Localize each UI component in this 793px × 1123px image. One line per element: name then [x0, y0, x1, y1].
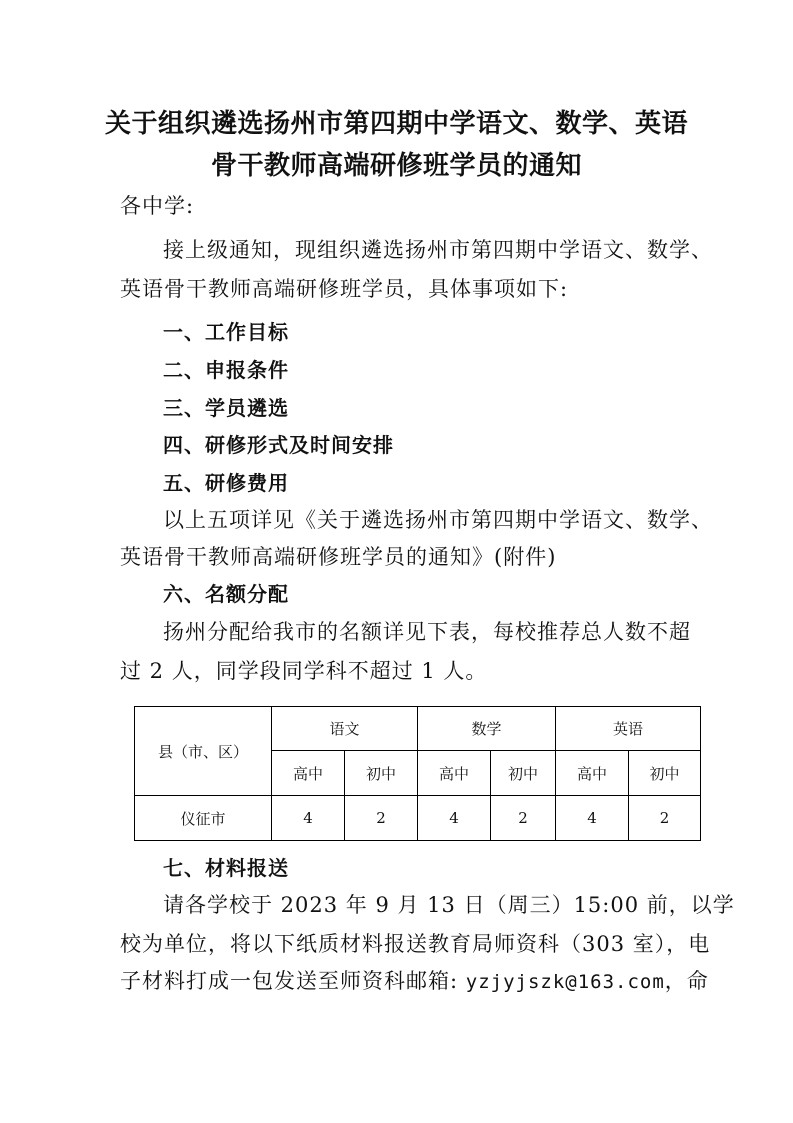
document-title-line-2: 骨干教师高端研修班学员的通知 [210, 151, 582, 181]
level-header-cell: 初中 [491, 751, 556, 796]
intro-line-1: 接上级通知，现组织遴选扬州市第四期中学语文、数学、 [163, 238, 713, 262]
subject-header-english: 英语 [556, 707, 701, 751]
quota-text-line-2: 过 2 人，同学段同学科不超过 1 人。 [120, 659, 488, 683]
level-header-cell: 高中 [272, 751, 345, 796]
subject-header-chinese: 语文 [272, 707, 418, 751]
quota-value-cell: 2 [491, 796, 556, 841]
quota-text-line-1: 扬州分配给我市的名额详见下表，每校推荐总人数不超 [163, 620, 691, 644]
table-header-row-subjects [135, 707, 701, 751]
submission-line-1: 请各学校于 2023 年 9 月 13 日（周三）15:00 前，以学 [163, 893, 735, 917]
detail-line-1: 以上五项详见《关于遴选扬州市第四期中学语文、数学、 [163, 508, 713, 532]
section-heading-4: 四、研修形式及时间安排 [163, 433, 394, 457]
quota-table [134, 706, 701, 841]
section-heading-6: 六、名额分配 [163, 582, 289, 606]
submission-line-2: 校为单位，将以下纸质材料报送教育局师资科（303 室），电 [120, 932, 711, 956]
quota-value-cell: 4 [272, 796, 345, 841]
section-heading-3: 三、学员遴选 [163, 396, 289, 420]
level-header-cell: 高中 [418, 751, 491, 796]
quota-value-cell: 4 [556, 796, 629, 841]
intro-line-2: 英语骨干教师高端研修班学员，具体事项如下: [120, 277, 569, 301]
submission-line-3-prefix: 子材料打成一包发送至师资科邮箱: [120, 969, 459, 993]
section-heading-5: 五、研修费用 [163, 471, 289, 495]
section-heading-7: 七、材料报送 [163, 856, 289, 880]
level-header-cell: 初中 [345, 751, 418, 796]
table-row [135, 796, 701, 841]
submission-line-3-suffix: ，命 [664, 969, 709, 993]
salutation: 各中学: [120, 194, 195, 218]
subject-header-math: 数学 [418, 707, 556, 751]
county-name-cell: 仪征市 [135, 796, 272, 841]
quota-value-cell: 4 [418, 796, 491, 841]
submission-line-3 [120, 965, 709, 995]
quota-value-cell: 2 [629, 796, 701, 841]
level-header-cell: 高中 [556, 751, 629, 796]
section-heading-2: 二、申报条件 [163, 358, 289, 382]
county-header-cell: 县（市、区） [135, 707, 272, 796]
level-header-cell: 初中 [629, 751, 701, 796]
quota-value-cell: 2 [345, 796, 418, 841]
email-address: yzjyjszk@163.com [465, 971, 665, 993]
detail-line-2: 英语骨干教师高端研修班学员的通知》(附件) [120, 545, 557, 569]
section-heading-1: 一、工作目标 [163, 320, 289, 344]
document-title-line-1: 关于组织遴选扬州市第四期中学语文、数学、英语 [104, 109, 688, 139]
